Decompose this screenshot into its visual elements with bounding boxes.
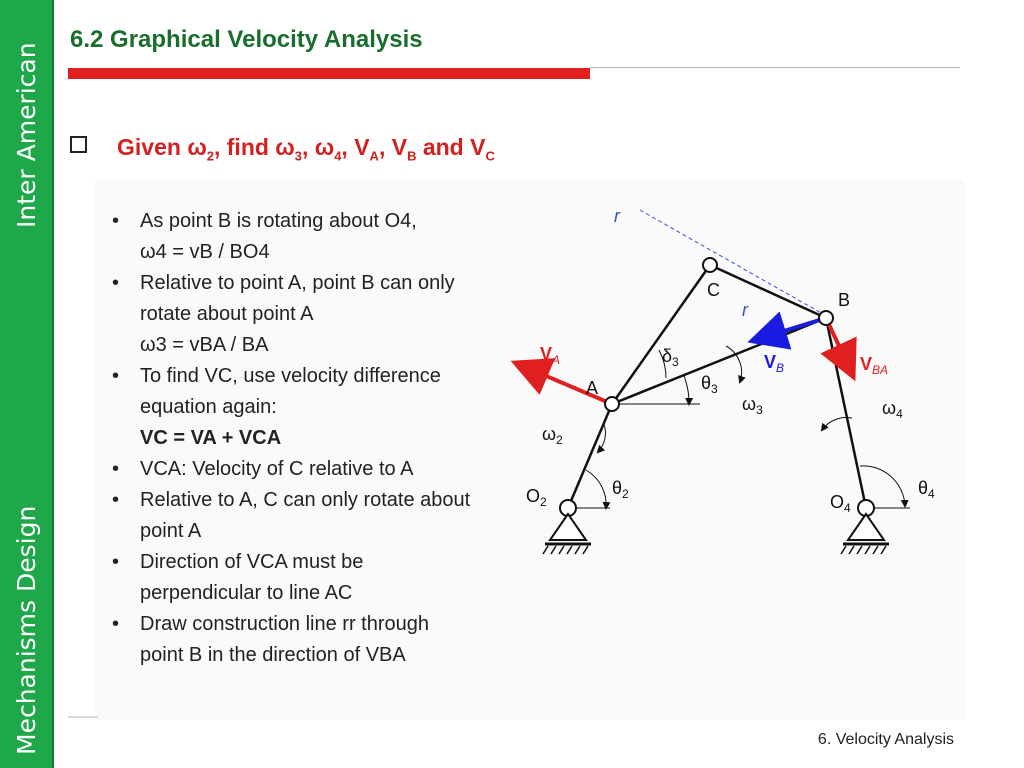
given-c1: , ω (301, 134, 335, 160)
link-o2-a (568, 404, 612, 508)
label-omega3: $\omega_3$ (742, 394, 763, 417)
theta2-arc (586, 470, 606, 508)
label-c: C (707, 280, 720, 300)
bullet-3: • To find VC, use velocity difference equation again: (108, 361, 508, 423)
label-r-mid: r (742, 300, 748, 320)
bullet-2-line-2: rotate about point A (140, 303, 314, 325)
joint-c (703, 258, 717, 272)
label-a: A (586, 378, 599, 398)
bullet-3-equation: VC = VA + VCA (140, 427, 282, 449)
label-o2: $O_2$ (526, 486, 547, 509)
bullet-1: • As point B is rotating about O4, ω4 = vB / BO4 (108, 206, 508, 268)
given-c2: , V (341, 134, 370, 160)
bullet-6-line-1: Direction of VCA must be (140, 551, 364, 573)
label-delta3: $\delta_3$ (662, 346, 679, 369)
sidebar-top-text: Inter American (12, 42, 41, 228)
velocity-vba-arrow (826, 318, 852, 374)
construction-line-rr (640, 210, 830, 318)
bullet-4-line-1: VCA: Velocity of C relative to A (140, 458, 414, 480)
theta3-arc (684, 376, 689, 404)
given-s2: 2 (206, 148, 214, 164)
label-theta4: $\theta_4$ (918, 478, 935, 501)
bullet-6: • Direction of VCA must be perpendicular to line AC (108, 547, 508, 609)
label-vba: $V_{BA}$ (860, 354, 889, 377)
given-sb: B (407, 148, 417, 164)
label-theta2: $\theta_2$ (612, 478, 629, 501)
link-b-o4 (826, 318, 866, 508)
bullet-2-line-1: Relative to point A, point B can only (140, 272, 455, 294)
label-va: $V_A$ (540, 344, 561, 367)
velocity-vb-arrow (755, 318, 826, 340)
bullet-6-line-2: perpendicular to line AC (140, 582, 353, 604)
joint-a (605, 397, 619, 411)
bullet-5-line-1: Relative to A, C can only rotate about (140, 489, 471, 511)
given-c3: , V (378, 134, 408, 160)
link-a-b (612, 318, 826, 404)
bullet-2-equation: ω3 = vBA / BA (140, 334, 269, 356)
footer-divider (68, 716, 98, 718)
given-find: , find ω (213, 134, 295, 160)
bullet-3-line-1: To find VC, use velocity difference (140, 365, 441, 387)
bullet-1-line-1: As point B is rotating about O4, (140, 210, 417, 232)
bullet-7: • Draw construction line rr through point B in the direction of VBA (108, 609, 508, 671)
footer-text: 6. Velocity Analysis (817, 731, 954, 748)
given-s3: 3 (294, 148, 302, 164)
joint-b (819, 311, 833, 325)
sidebar-bottom-text: Mechanisms Design (12, 505, 41, 755)
bullet-5-line-2: point A (140, 520, 202, 542)
label-o4: $O_4$ (830, 492, 851, 515)
label-omega2: $\omega_2$ (542, 424, 563, 447)
bullet-7-line-2: point B in the direction of VBA (140, 644, 406, 666)
given-prefix: Given (117, 134, 188, 160)
bullet-3-line-2: equation again: (140, 396, 277, 418)
omega3-arc (726, 346, 742, 382)
label-vb: $V_B$ (764, 352, 785, 375)
bullet-1-line-2: ω4 = vB / BO4 (140, 241, 270, 263)
label-omega4: $\omega_4$ (882, 398, 903, 421)
label-theta3: $\theta_3$ (701, 373, 718, 396)
given-sa: A (369, 148, 379, 164)
bullet-2: • Relative to point A, point B can only rotate about point A (108, 268, 508, 330)
label-b: B (838, 290, 851, 310)
label-r-top: r (614, 206, 620, 226)
given-sc: C (485, 148, 495, 164)
link-c-b (710, 265, 826, 318)
bullet-4: • VCA: Velocity of C relative to A (108, 454, 508, 485)
slide-title: 6.2 Graphical Velocity Analysis (70, 26, 423, 53)
given-c4: and V (416, 134, 486, 160)
given-s4: 4 (334, 148, 342, 164)
given-w2: ω (187, 134, 207, 160)
bullet-7-line-1: Draw construction line rr through (140, 613, 430, 635)
bullet-5: • Relative to A, C can only rotate about point A (108, 485, 508, 547)
